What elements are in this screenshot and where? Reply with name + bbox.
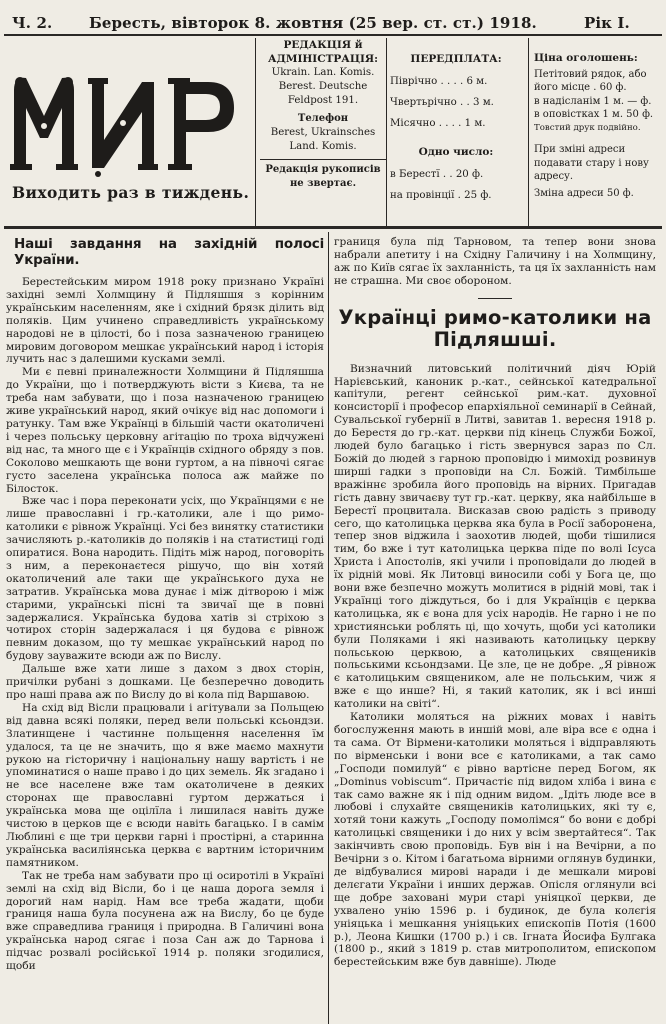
column-divider (328, 232, 329, 1024)
price-in-province: на провінції . 25 ф. (390, 190, 492, 201)
article-left-column (6, 236, 324, 973)
year-label: Рік I. (584, 14, 630, 32)
article1-paragraph: Так не треба нам забувати про ці осиротілі в Україні землі на схід від Вісли, бо і це наша дорога земля і дорогий нам нарід. Нам все треба жадати, щоби границя наша була посунена аж на Вислу, бо це буде вже справедлива границя і природна. В Галичині вона українська народ сягає і поза Сан аж до Тарнова і підчас розвалі російської 1914 р. поляки згодилися, щоби (6, 869, 324, 973)
article2-paragraph: Католики моляться на ріжних мовах і навіть богослуження мають в иншій мові, але віра все є одна і та сама. От Вірмени-католики моляться і відправляють по вірменськи і вони все є католиками, а так само „Господи помилуй“ є рівно вартісне перед Богом, як „Dominus vobiscum“. Причастіє під видом хліба і вина є так само важне як і під одним видом. „Ідіть люде все в любові і слухайте священиків католицьких, які ту є, хотяй тони кажуть „Господу помолімся“ бо вони є добрі католицькі священики і до них у всім звертайтеся“. Так закінчивть свою проповідь. Був він і на Вечірни, а по Вечірни з о. Кітом і багатьома вірними оглянув будинки, де відбувалися мирові наради і де мешкали мирові делєгати України і инших держав. Опісля оглянули всі ще добре заховані мури старі уніяцкої церкви, де ухвалено унію 1596 р. і будинок, де була колєгія уніяцька і мешкання уніяцьких епископів Потія (1600 р.), Леона Кишки (1700 р.) і св. Ігната Йосифа Булгака (1800 р., який з 1819 р. став митрополитом, епископом берестейським вже був давніше). Люде (334, 711, 656, 969)
editorial-address: Ukrain. Lan. Komis. Berest. Deutsche Feldpost 191. (271, 67, 375, 106)
article2-title: Українці римо-католики на Підляшші. (338, 305, 652, 351)
ads-bold-note: Товстий друк подвійно. (534, 122, 641, 133)
masthead (4, 38, 662, 228)
single-copy-heading: Одно число: (418, 146, 494, 158)
ads-line-petit: Петітовий рядок, або його місце . 60 ф. (534, 68, 647, 93)
price-in-berest: в Берестї . . 20 ф. (390, 169, 484, 180)
ads-heading: Ціна оголошень: (534, 52, 638, 64)
tagline: Виходить раз в тиждень. (12, 183, 250, 202)
manuscripts-note: Редакція рукописів не звертає. (260, 159, 386, 191)
article-separator (478, 298, 512, 299)
editorial-box (260, 38, 386, 191)
article1-paragraph: Берестейським миром 1918 року признано Україні західні землі Холмщину й Підляшшя з корінним українським населенням, яке і східний брязк ділить від поляків. Цим учинено справедливість українському народові не в цілості, бо і поза зазначеною границею мировим договором мешкає український народ і історія лучить нас з далешими кусками землі. (6, 276, 324, 366)
ads-line-sent: в надісланім 1 м. — ф. (534, 95, 652, 107)
address-change-fee: Зміна адреси 50 ф. (534, 187, 634, 199)
article1-paragraph: Вже час і пора переконати усіх, що Українцями є не лише православні і гр.-католики, але і що римо-католики є рівнож Українці. Усі без винятку статистики зачисляють р.-католиків до поляків і на статистиці годі опиратися. Вона народить. Підіть між народ, поговоріть з ним, а переконаєтеся рішучо, що він хотяй окатоличений але таки ще українського духа не затратив. Українська мова дунає і між дітворою і між старими, українські пісні та звичаї ще в повні задержалися. Українська будова хатів зі стріхою з чотирох сторін задержалася і ця будова є рівнож певним доказом, що ту мешкає український народ по будову зауважите всюди аж по Вислу. (6, 495, 324, 663)
article1-paragraph: На схід від Вісли працювали і агітували за Польщею від давна всякі поляки, перед вели польські ксьондзи. Златинщене і частинне польщення населення їм удалося, та це не значить, що я вже маємо махнути рукою на гісторичну і національну нашу вартість і не упоминатися о наше право і до цих земель. Як згадано і не все населене вже там окатоличене в деяких сторонах ще православні гуртом держаться і українська мова ще оцілїла і лишилася навіть дуже чистою в церков ще є всюди навіть багацько. І в самім Люблині є ще три церкви гарні і простірні, а старинна українська василіянська церква є вартним історичним памятником. (6, 701, 324, 869)
article1-paragraph: Ми є певні приналежности Холмщини й Підляшша до України, що і потверджують вісти з Києва, та не треба нам забувати, що і поза назначеною границею живе український народ, який очікує від нас допомоги і ратунку. Там вже Українці в більшій части окатоличені і через польську церковну агітацію по троха відчужені від нас, та много ще є і Українців східного обряду з пов. Соколово мешкають ще вони гуртом, а на півночі сягає густо заселена українська полоса аж майже по Білосток. (6, 366, 324, 495)
article-right-column (334, 236, 656, 969)
price-half-year: Піврічно . . . . 6 м. (390, 76, 488, 87)
subscription-box (390, 38, 522, 203)
logo-lettering-icon (8, 68, 243, 178)
masthead-rule (4, 226, 662, 229)
masthead-divider-1 (255, 38, 256, 226)
address-change-note: При зміні адреси подавати стару і нову адресу. (534, 144, 649, 182)
article1-paragraph: Дальше вже хати лише з дахом з двох сторін, причілки рубані з дошками. Це безперечно доводить про наші права аж по Вислу до ві кола під Варшавою. (6, 663, 324, 701)
newspaper-logo (8, 68, 243, 178)
article2-paragraph: Визначний литовський політичний діяч Юрій Нарієвський, каноник р.-кат., сейнської катедральної капітули, регент сейнської рим.-кат. духовної консисторії і професор епархіяльної семинарії в Сейнай, Сувальської губернії в Литві, завитав 1. вересня 1918 р. до Берестя до гр.-кат. церкви під кінець Служби Божої, людей було багацько і гість звернувся зараз по Сл. Божій до людей з гарною проповідю і мимохід розвинув ширші гадки з проповіди на Сл. Божій. Тимбільше вражіннє зробила його проповідь на вірних. Пригадав гість давну звичаєву тут гр.-кат. церкву, яка найбільше в Берестї процвитала. Висказав свою радість з приводу сего, що католицька церква яка була в Росії заборонена, тепер знов віджила і заохотив людей, щоби тішилися тим, бо вже і тут католицька церква піде по волі Ісуса Христа і Апостолів, які учили і проповідали до людей в їх рідній мові. Як Литовці виносили собі у Бога це, що вони вже безпечно можуть молитися в рідній мові, так і Українці того діждуться, бо і для Українців є церква католицька, як є вона для усіх народів. Не гарно і не по християнськи роблять ці, що хочуть, щоби усі католики були Поляками і які називають католицьку церкву польською церквою, а католицьких священиків польськими ксьондзами. Це зле, це не добре. „Я рівнож є католицьким священиком, але не польським, чиж я вже є що инше? Ні, я такий католик, як і всі инші католики на світі“. (334, 362, 656, 711)
phone-heading: Телефон (297, 113, 349, 124)
ads-price-box (534, 38, 662, 200)
editorial-heading: РЕДАКЦІЯ й АДМІНІСТРАЦІЯ: (267, 39, 379, 65)
phone-info: Berest, Ukrainsches Land. Komis. (270, 127, 376, 152)
issue-number: Ч. 2. (12, 14, 53, 32)
ads-line-notices: в оповістках 1 м. 50 ф. (534, 109, 654, 120)
masthead-divider-2 (386, 38, 387, 226)
subscription-heading: ПЕРЕДПЛАТА: (410, 53, 502, 65)
date-line: Бересть, вівторок 8. жовтня (25 вер. ст. ст.) 1918. (89, 14, 537, 32)
price-quarter: Чвертьрічно . . 3 м. (390, 97, 494, 108)
article1-title: Наші завдання на західній полосі України. (14, 236, 324, 268)
article1-continuation: границя була під Тарновом, та тепер вони знова набрали апетиту і на Східну Галичину і на Холмщину, аж по Київ сягає їх захланність, та ця їх захланність нам не страшна. Ми своє обороном. (334, 236, 656, 287)
masthead-divider-3 (528, 38, 529, 226)
price-monthly: Місячно . . . . 1 м. (390, 118, 486, 129)
issue-header (4, 10, 662, 36)
